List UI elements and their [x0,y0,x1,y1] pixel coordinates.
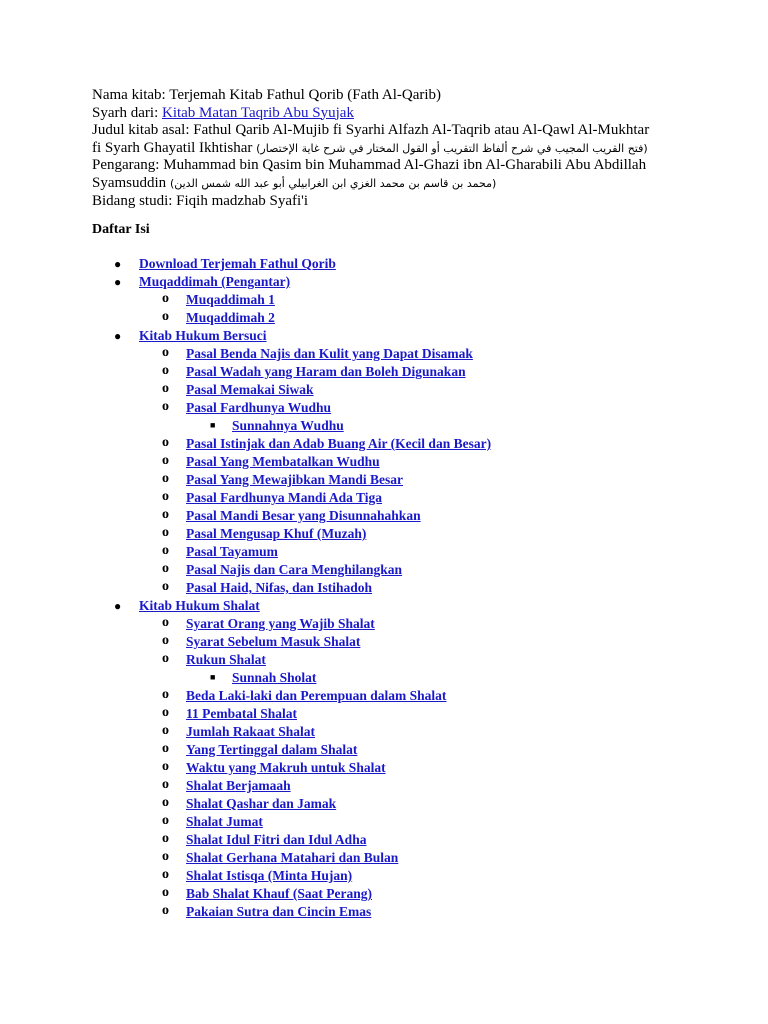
toc-item-level-2 [0,706,768,724]
toc-link[interactable]: Waktu yang Makruh untuk Shalat [186,760,386,775]
toc-link[interactable]: Muqaddimah 1 [186,292,275,307]
toc-link[interactable]: Pakaian Sutra dan Cincin Emas [186,904,372,919]
toc-link[interactable]: Pasal Najis dan Cara Menghilangkan [186,562,403,577]
bullet-icon: o [162,543,169,558]
bullet-icon: o [162,867,169,882]
toc-link[interactable]: Shalat Idul Fitri dan Idul Adha [186,832,367,847]
toc-item-level-2 [0,310,768,328]
toc-link[interactable]: Yang Tertinggal dalam Shalat [186,742,358,757]
toc-link[interactable]: 11 Pembatal Shalat [186,706,298,721]
bullet-icon: ■ [210,672,216,682]
bullet-icon: ● [114,257,122,271]
toc-link[interactable]: Kitab Hukum Shalat [139,598,260,613]
bullet-icon: o [162,561,169,576]
bullet-icon: o [162,651,169,666]
original-title-line-1: Judul kitab asal: Fathul Qarib Al-Mujib fi Syarhi Alfazh Al-Taqrib atau Al-Qawl Al-Mukhtar [92,122,650,139]
toc-link[interactable]: Rukun Shalat [186,652,266,667]
original-title-latin: fi Syarh Ghayatil Ikhtishar [92,139,253,156]
syarh-line [92,105,692,123]
bullet-icon: o [162,507,169,522]
book-metadata [92,87,692,210]
toc-item-level-2 [0,868,768,886]
toc-item-level-2 [0,760,768,778]
bullet-icon: o [162,795,169,810]
toc-item-level-2 [0,382,768,400]
toc-link[interactable]: Syarat Orang yang Wajib Shalat [186,616,375,631]
toc-link[interactable]: Shalat Jumat [186,814,263,829]
bullet-icon: o [162,579,169,594]
toc-item-level-2 [0,814,768,832]
bullet-icon: o [162,885,169,900]
toc-item-level-2 [0,472,768,490]
author-line-1: Pengarang: Muhammad bin Qasim bin Muhammad Al-Ghazi ibn Al-Gharabili Abu Abdillah [92,157,647,174]
toc-item-level-2 [0,400,768,418]
bullet-icon: ● [114,599,122,613]
toc-link[interactable]: Shalat Istisqa (Minta Hujan) [186,868,353,883]
toc-item-level-2 [0,508,768,526]
toc-item-level-1 [0,328,768,346]
toc-link[interactable]: Pasal Yang Membatalkan Wudhu [186,454,380,469]
toc-link[interactable]: Beda Laki-laki dan Perempuan dalam Shalat [186,688,447,703]
table-of-contents-heading: Daftar Isi [92,222,150,237]
toc-link[interactable]: Sunnah Sholat [232,670,317,685]
bullet-icon: o [162,849,169,864]
toc-link[interactable]: Pasal Mengusap Khuf (Muzah) [186,526,367,541]
toc-item-level-2 [0,688,768,706]
toc-item-level-1 [0,274,768,292]
bullet-icon: o [162,777,169,792]
toc-item-level-2 [0,724,768,742]
toc-item-level-2 [0,454,768,472]
toc-link[interactable]: Pasal Wadah yang Haram dan Boleh Digunakan [186,364,466,379]
toc-item-level-2 [0,526,768,544]
toc-item-level-2 [0,490,768,508]
toc-link[interactable]: Sunnahnya Wudhu [232,418,344,433]
toc-item-level-2 [0,616,768,634]
toc-item-level-2 [0,796,768,814]
toc-item-level-2 [0,562,768,580]
toc-item-level-2 [0,886,768,904]
toc-item-level-2 [0,832,768,850]
bullet-icon: o [162,363,169,378]
bullet-icon: o [162,345,169,360]
toc-item-level-1 [0,256,768,274]
author-line-2 [92,175,692,193]
bullet-icon: o [162,525,169,540]
toc-item-level-3 [0,670,768,688]
toc-item-level-2 [0,364,768,382]
author-latin: Syamsuddin [92,174,167,191]
toc-link[interactable]: Muqaddimah 2 [186,310,275,325]
toc-link[interactable]: Bab Shalat Khauf (Saat Perang) [186,886,373,901]
toc-item-level-3 [0,418,768,436]
book-title-line: Nama kitab: Terjemah Kitab Fathul Qorib (Fath Al-Qarib) [92,87,442,103]
toc-link[interactable]: Muqaddimah (Pengantar) [139,274,291,289]
syarh-link[interactable]: Kitab Matan Taqrib Abu Syujak [161,104,354,121]
toc-item-level-2 [0,292,768,310]
syarh-label: Syarh dari: [92,104,162,121]
toc-link[interactable]: Shalat Gerhana Matahari dan Bulan [186,850,399,865]
bullet-icon: o [162,705,169,720]
bullet-icon: o [162,435,169,450]
toc-item-level-2 [0,904,768,922]
toc-link[interactable]: Shalat Qashar dan Jamak [186,796,337,811]
toc-link[interactable]: Pasal Benda Najis dan Kulit yang Dapat Disamak [186,346,473,361]
toc-link[interactable]: Pasal Tayamum [186,544,278,559]
toc-item-level-2 [0,778,768,796]
field-of-study-line: Bidang studi: Fiqih madzhab Syafi'i [92,192,309,209]
bullet-icon: o [162,291,169,306]
toc-item-level-2 [0,436,768,454]
toc-link[interactable]: Shalat Berjamaah [186,778,291,793]
original-title-arabic: (فتح القريب المجيب في شرح ألفاظ التقريب أو القول المختار في شرح غاية الإختصار) [256,141,648,155]
toc-link[interactable]: Pasal Istinjak dan Adab Buang Air (Kecil dan Besar) [186,436,492,451]
bullet-icon: ● [114,275,122,289]
bullet-icon: o [162,471,169,486]
toc-link[interactable]: Pasal Yang Mewajibkan Mandi Besar [186,472,404,487]
bullet-icon: o [162,381,169,396]
toc-item-level-2 [0,580,768,598]
bullet-icon: ■ [210,420,216,430]
toc-link[interactable]: Pasal Fardhunya Mandi Ada Tiga [186,490,383,505]
bullet-icon: o [162,813,169,828]
bullet-icon: o [162,309,169,324]
toc-link[interactable]: Pasal Mandi Besar yang Disunnahahkan [186,508,421,523]
bullet-icon: o [162,687,169,702]
bullet-icon: o [162,831,169,846]
bullet-icon: o [162,615,169,630]
toc-link[interactable]: Download Terjemah Fathul Qorib [139,256,336,271]
toc-item-level-2 [0,652,768,670]
toc-item-level-2 [0,850,768,868]
toc-item-level-2 [0,544,768,562]
bullet-icon: ● [114,329,122,343]
bullet-icon: o [162,741,169,756]
author-arabic: (محمد بن قاسم بن محمد الغزي ابن الغرابيلي أبو عبد الله شمس الدين) [169,176,497,190]
toc-link[interactable]: Jumlah Rakaat Shalat [186,724,316,739]
toc-item-level-2 [0,346,768,364]
toc-item-level-2 [0,634,768,652]
toc-item-level-2 [0,742,768,760]
bullet-icon: o [162,489,169,504]
bullet-icon: o [162,633,169,648]
bullet-icon: o [162,399,169,414]
table-of-contents [0,256,768,922]
toc-link[interactable]: Syarat Sebelum Masuk Shalat [186,634,361,649]
bullet-icon: o [162,903,169,918]
toc-link[interactable]: Pasal Haid, Nifas, dan Istihadoh [186,580,373,595]
toc-link[interactable]: Pasal Fardhunya Wudhu [186,400,332,415]
bullet-icon: o [162,759,169,774]
toc-item-level-1 [0,598,768,616]
toc-link[interactable]: Kitab Hukum Bersuci [139,328,267,343]
toc-link[interactable]: Pasal Memakai Siwak [186,382,314,397]
bullet-icon: o [162,723,169,738]
original-title-line-2 [92,140,692,158]
bullet-icon: o [162,453,169,468]
